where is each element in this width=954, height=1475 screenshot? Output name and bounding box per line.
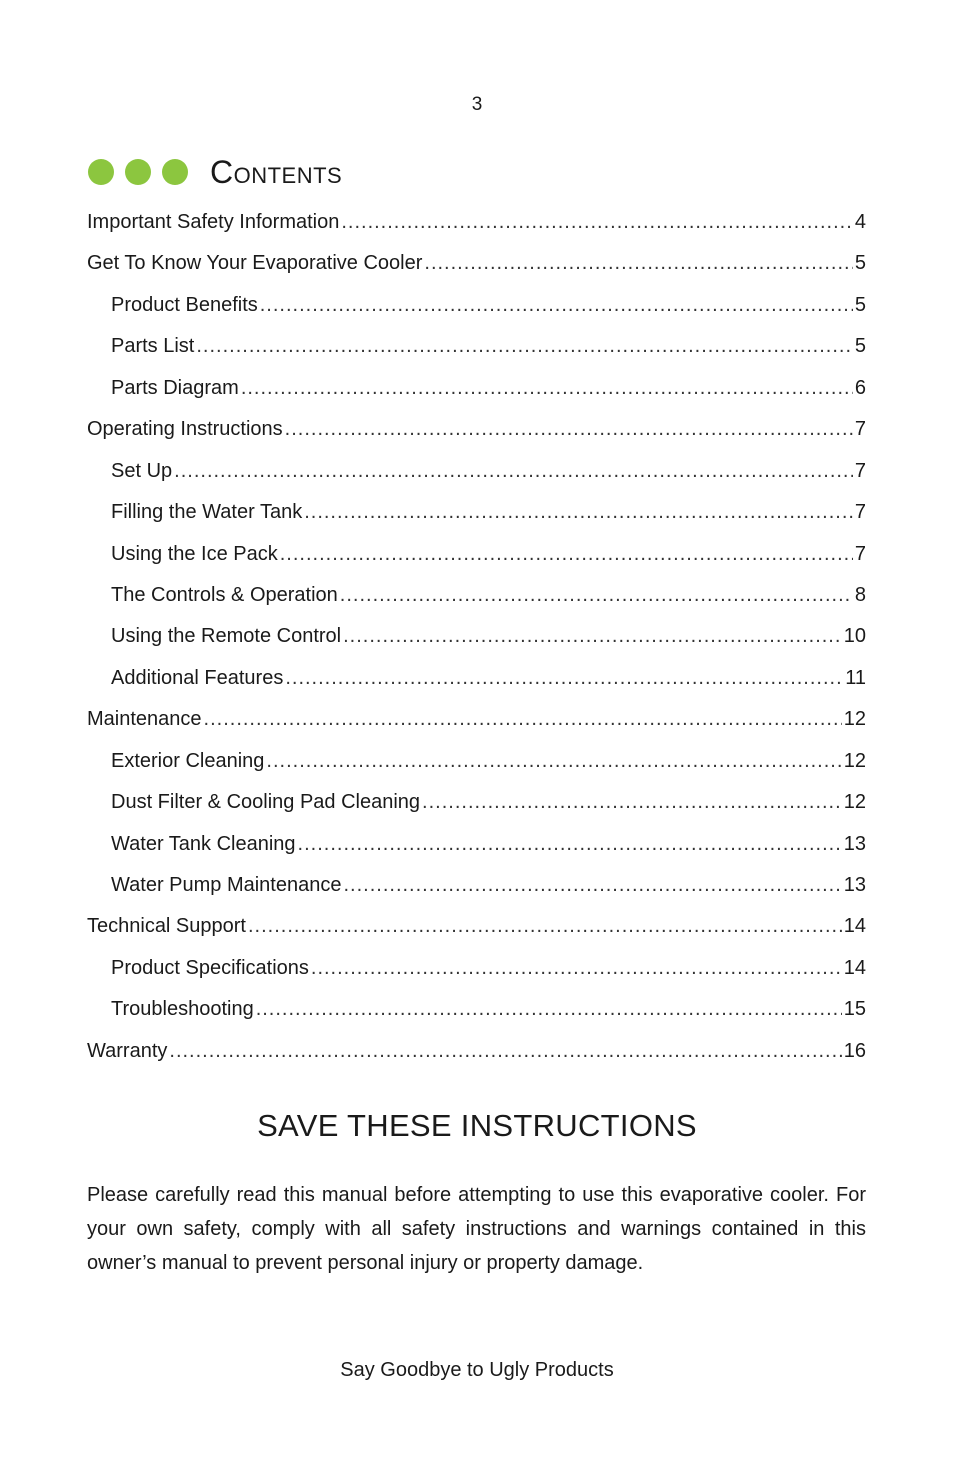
toc-dot-leader [280,534,853,575]
toc-entry[interactable] [87,865,866,906]
toc-entry-page: 14 [843,915,866,938]
toc-entry-page: 13 [843,832,866,855]
toc-entry-label: Important Safety Information [87,211,340,233]
toc-entry-label: Maintenance [87,708,202,731]
toc-entry-page: 5 [854,252,866,275]
toc-dot-leader [340,575,853,616]
toc-entry-label: Using the Remote Control [111,625,342,648]
page-number: 3 [471,94,483,115]
toc-entry-page: 12 [843,749,866,772]
toc-entry-page: 6 [854,376,866,399]
table-of-contents [87,202,866,1072]
toc-entry-page: 5 [854,293,866,316]
toc-entry-page: 10 [843,625,866,648]
contents-heading [88,150,342,194]
toc-entry-page: 13 [843,874,866,896]
toc-entry-page: 12 [843,791,866,814]
toc-entry-label: Additional Features [111,666,284,689]
toc-entry-page: 7 [854,501,866,524]
toc-entry[interactable] [87,948,866,989]
toc-dot-leader [266,741,841,782]
toc-entry[interactable] [87,409,866,450]
toc-dot-leader [256,989,842,1030]
toc-entry[interactable] [87,699,866,740]
toc-dot-leader [248,906,842,947]
toc-dot-leader [196,326,853,367]
toc-dot-leader [204,699,842,740]
green-bullet-icon [88,159,114,185]
toc-entry-label: Operating Instructions [87,418,283,441]
contents-title: Contents [210,153,343,190]
toc-entry[interactable] [87,202,866,243]
toc-entry[interactable] [87,243,866,284]
green-bullet-icon [162,159,188,185]
toc-entry-label: Troubleshooting [111,998,254,1021]
toc-entry[interactable] [87,492,866,533]
toc-entry[interactable] [87,1031,866,1072]
toc-entry-label: Exterior Cleaning [111,749,265,772]
toc-dot-leader [260,285,853,326]
toc-entry-label: Product Specifications [111,956,309,979]
toc-dot-leader [285,658,843,699]
toc-entry[interactable] [87,824,866,865]
toc-entry-label: Product Benefits [111,293,258,316]
toc-entry-page: 16 [843,1039,866,1062]
toc-dot-leader [343,616,842,657]
toc-dot-leader [341,202,853,243]
toc-entry-label: Water Tank Cleaning [111,832,296,855]
toc-dot-leader [174,451,853,492]
save-instructions-title: SAVE THESE INSTRUCTIONS [257,1108,697,1143]
toc-dot-leader [285,409,853,450]
toc-dot-leader [169,1031,841,1072]
toc-entry[interactable] [87,368,866,409]
green-bullet-icon [125,159,151,185]
toc-entry[interactable] [87,906,866,947]
toc-entry-page: 7 [854,418,866,441]
toc-dot-leader [422,782,842,823]
toc-entry-label: Parts List [111,335,195,358]
toc-dot-leader [298,824,842,865]
toc-entry-page: 7 [854,542,866,565]
toc-dot-leader [304,492,853,533]
toc-entry-label: Set Up [111,459,173,482]
toc-entry-page: 15 [843,998,866,1021]
toc-entry[interactable] [87,326,866,367]
toc-entry-label: Get To Know Your Evaporative Cooler [87,252,423,275]
toc-entry-label: Water Pump Maintenance [111,874,342,896]
toc-entry-page: 11 [845,666,866,689]
toc-entry[interactable] [87,285,866,326]
toc-entry-label: Warranty [87,1039,168,1062]
toc-entry[interactable] [87,616,866,657]
toc-entry-label: Filling the Water Tank [111,501,303,524]
toc-dot-leader [241,368,853,409]
toc-entry[interactable] [87,782,866,823]
toc-entry-label: Technical Support [87,915,246,938]
toc-entry-page: 7 [854,459,866,482]
toc-entry[interactable] [87,575,866,616]
toc-dot-leader [311,948,842,989]
toc-entry[interactable] [87,534,866,575]
toc-entry[interactable] [87,658,866,699]
toc-entry-label: Using the Ice Pack [111,542,278,565]
toc-entry-label: Dust Filter & Cooling Pad Cleaning [111,791,421,814]
toc-entry-page: 8 [854,583,866,606]
toc-entry-page: 14 [843,956,866,979]
toc-entry[interactable] [87,741,866,782]
toc-entry-page: 12 [843,708,866,731]
intro-paragraph: Please carefully read this manual before attempting to use this evaporative cooler. For your own safety, comply with all safety instructions and warnings contained in this owner’s manual to prevent personal injury or property damage. [87,1184,866,1274]
toc-entry-page: 4 [854,211,866,233]
footer-tagline: Say Goodbye to Ugly Products [340,1359,614,1381]
toc-entry-label: Parts Diagram [111,376,239,399]
toc-entry[interactable] [87,989,866,1030]
toc-entry-label: The Controls & Operation [111,583,338,606]
toc-entry-page: 5 [854,335,866,358]
toc-dot-leader [424,243,852,284]
toc-entry[interactable] [87,451,866,492]
toc-dot-leader [343,865,841,906]
